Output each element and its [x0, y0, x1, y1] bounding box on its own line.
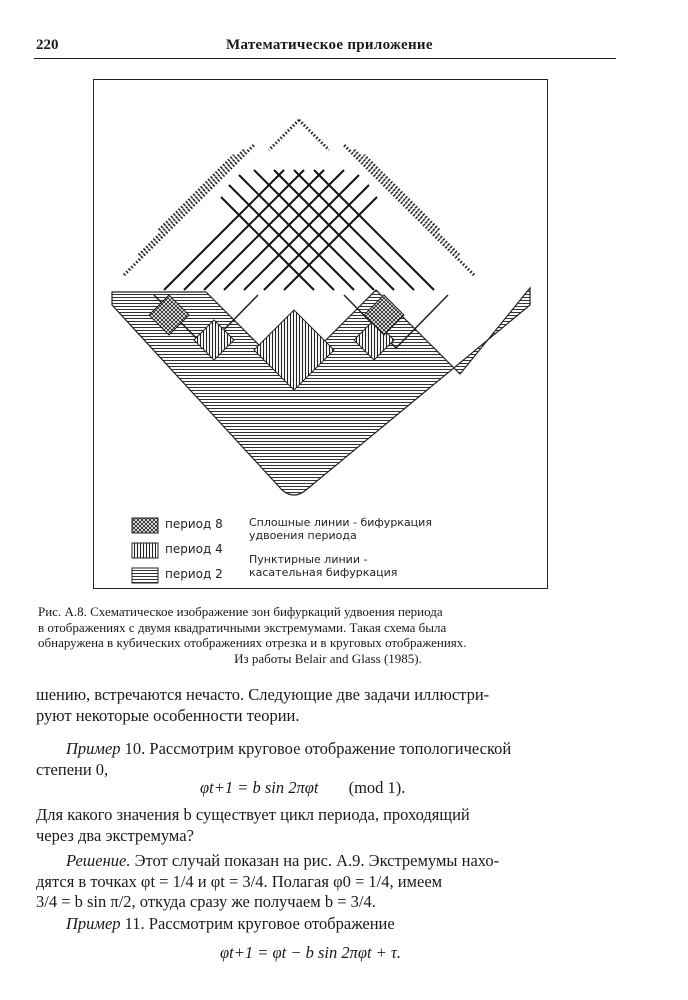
- header-rule: [34, 58, 616, 59]
- caption-line: Из работы Belair and Glass (1985).: [234, 650, 422, 666]
- note-line: Сплошные линии - бифуркация: [249, 516, 432, 529]
- solution: [36, 851, 618, 913]
- formula-1: [200, 778, 405, 798]
- dashed-lines-note: [249, 553, 397, 579]
- text-line: шению, встречаются нечасто. Следующие две задачи иллюстри-: [36, 685, 490, 704]
- legend-label-period-4: период 4: [165, 542, 223, 556]
- page-header: [36, 35, 616, 59]
- text-line: степени 0,: [36, 759, 109, 779]
- figure-caption: [38, 604, 618, 666]
- solid-lines-note: [249, 516, 432, 542]
- text-line: [36, 739, 618, 760]
- formula-1-expression: φt+1 = b sin 2πφt: [200, 778, 319, 797]
- text-line: руют некоторые особенности теории.: [36, 705, 300, 725]
- legend-label-period-8: период 8: [165, 517, 223, 531]
- note-line: касательная бифуркация: [249, 566, 398, 579]
- question: [36, 805, 618, 846]
- text-fragment: 10. Рассмотрим круговое отображение топологической: [120, 739, 512, 758]
- note-line: Пунктирные линии -: [249, 553, 368, 566]
- legend-label-period-2: период 2: [165, 567, 223, 581]
- caption-line: в отображениях с двумя квадратичными экстремумами. Такая схема была: [38, 619, 447, 635]
- solution-label: Решение.: [66, 851, 131, 870]
- tangent-bifurcation-lines: [124, 120, 474, 275]
- text-line: Для какого значения b существует цикл периода, проходящий: [36, 805, 470, 824]
- example-10: [36, 739, 618, 780]
- text-fragment: Этот случай показан на рис. А.9. Экстремумы нахо-: [130, 851, 500, 870]
- example-label: Пример: [66, 739, 121, 758]
- paragraph-intro: [36, 685, 618, 726]
- text-line: дятся в точках φt = 1/4 и φt = 3/4. Полагая φ0 = 1/4, имеем: [36, 871, 443, 891]
- note-line: удвоения периода: [249, 529, 357, 542]
- text-line: [36, 851, 618, 872]
- text-fragment: 11. Рассмотрим круговое отображение: [120, 914, 395, 933]
- text-line: [36, 914, 618, 935]
- page-number: 220: [36, 37, 59, 53]
- bifurcation-diagram: [94, 80, 546, 587]
- formula-2-expression: φt+1 = φt − b sin 2πφt + τ.: [220, 943, 401, 962]
- caption-line: Рис. А.8. Схематическое изображение зон бифуркаций удвоения периода: [38, 604, 443, 619]
- running-title: Математическое приложение: [226, 37, 433, 53]
- legend-swatch-period-8: [132, 518, 158, 533]
- example-11: [36, 914, 618, 935]
- figure-frame: [93, 79, 548, 589]
- formula-2: [220, 943, 401, 963]
- period-doubling-lines: [164, 170, 434, 290]
- text-line: через два экстремума?: [36, 825, 194, 845]
- formula-1-mod: (mod 1).: [348, 778, 406, 797]
- legend-swatch-period-4: [132, 543, 158, 558]
- legend-swatch-period-2: [132, 568, 158, 583]
- text-line: 3/4 = b sin π/2, откуда сразу же получаем b = 3/4.: [36, 892, 376, 911]
- caption-line: обнаружена в кубических отображениях отрезка и в круговых отображениях.: [38, 635, 467, 650]
- example-label: Пример: [66, 914, 121, 933]
